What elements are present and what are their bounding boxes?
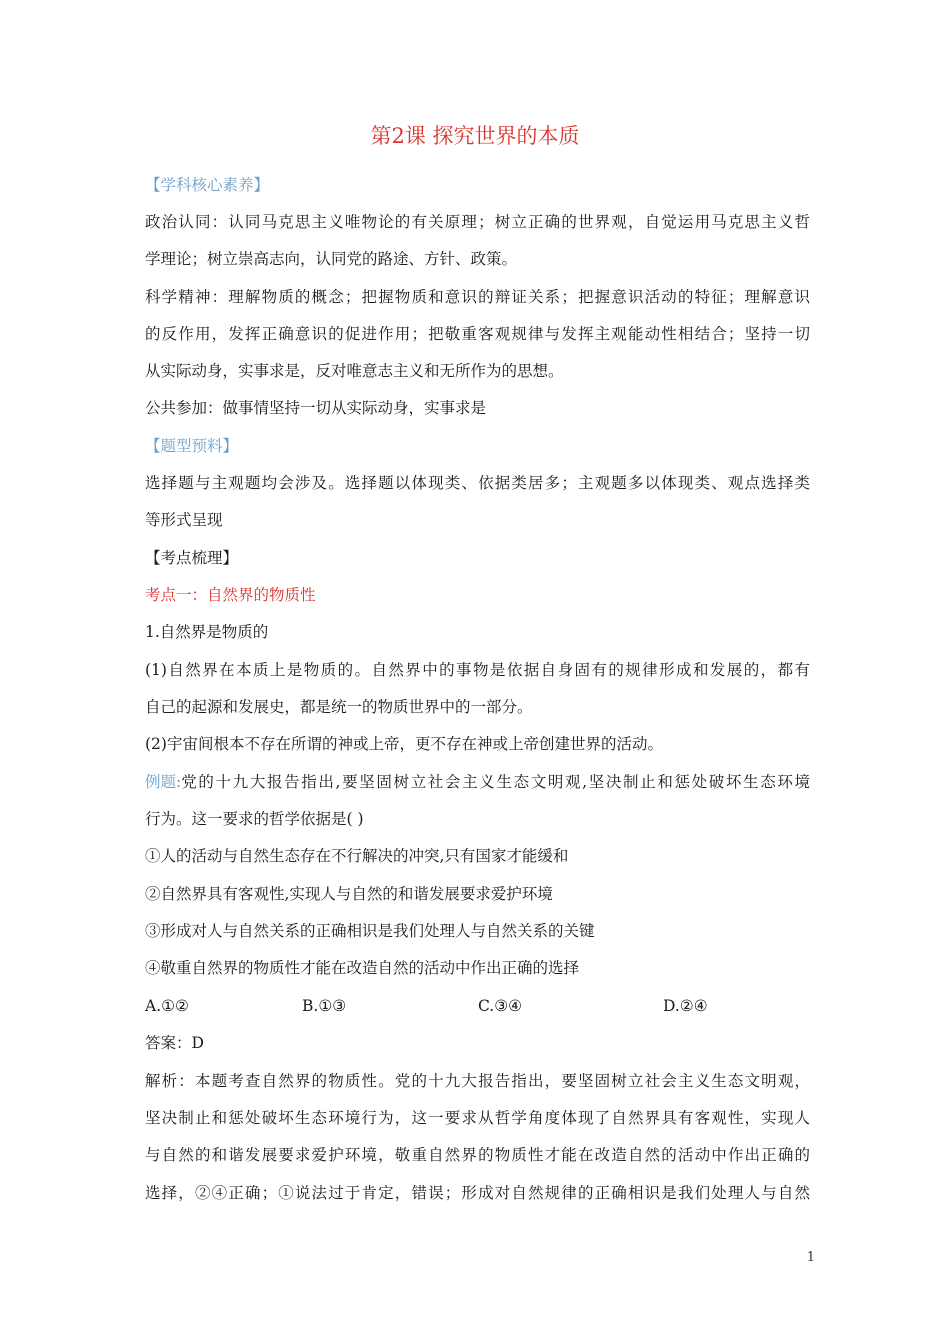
example-question-line-1 <box>145 771 810 793</box>
option-d: D.②④ <box>663 997 708 1015</box>
kaodian-heading: 考点一：自然界的物质性 <box>145 586 316 604</box>
core-line-2: 学理论；树立崇高志向，认同党的路途、方针、政策。 <box>145 250 518 268</box>
analysis-line-4: 选择，②④正确；①说法过于肯定，错误；形成对自然规律的正确相识是我们处理人与自然 <box>145 1184 810 1202</box>
page-number: 1 <box>806 1250 815 1265</box>
section-preview-heading: 【题型预料】 <box>145 437 239 455</box>
analysis-line-1: 解析：本题考查自然界的物质性。党的十九大报告指出，要坚固树立社会主义生态文明观， <box>145 1072 810 1090</box>
example-options <box>145 995 810 1017</box>
example-question-text: 党的十九大报告指出,要坚固树立社会主义生态文明观,坚决制止和惩处破坏生态环境 <box>181 773 810 791</box>
section-core-heading: 【学科核心素养】 <box>145 176 270 194</box>
kaodian-point-2a: (1)自然界在本质上是物质的。自然界中的事物是依据自身固有的规律形成和发展的，都有 <box>145 661 810 679</box>
option-a: A.①② <box>145 997 189 1015</box>
example-question-line-2: 行为。这一要求的哲学依据是( ) <box>145 810 364 828</box>
core-line-5: 从实际动身，实事求是，反对唯意志主义和无所作为的思想。 <box>145 362 564 380</box>
kaodian-point-3: (2)宇宙间根本不存在所谓的神或上帝，更不存在神或上帝创建世界的活动。 <box>145 735 663 753</box>
core-line-6: 公共参加：做事情坚持一切从实际动身，实事求是 <box>145 399 487 417</box>
section-review-heading: 【考点梳理】 <box>145 549 239 567</box>
core-line-1: 政治认同：认同马克思主义唯物论的有关原理；树立正确的世界观，自觉运用马克思主义哲 <box>145 213 810 231</box>
core-line-4: 的反作用，发挥正确意识的促进作用；把敬重客观规律与发挥主观能动性相结合；坚持一切 <box>145 325 810 343</box>
example-statement-4: ④敬重自然界的物质性才能在改造自然的活动中作出正确的选择 <box>145 959 580 977</box>
preview-line-2: 等形式呈现 <box>145 511 223 529</box>
example-statement-1: ①人的活动与自然生态存在不行解决的冲突,只有国家才能缓和 <box>145 847 569 865</box>
core-line-3: 科学精神：理解物质的概念；把握物质和意识的辩证关系；把握意识活动的特征；理解意识 <box>145 288 810 306</box>
preview-line-1: 选择题与主观题均会涉及。选择题以体现类、依据类居多；主观题多以体现类、观点选择类 <box>145 474 810 492</box>
analysis-line-2: 坚决制止和惩处破坏生态环境行为，这一要求从哲学角度体现了自然界具有客观性，实现人 <box>145 1109 810 1127</box>
page-title: 第2课 探究世界的本质 <box>370 124 580 148</box>
example-statement-2: ②自然界具有客观性,实现人与自然的和谐发展要求爱护环境 <box>145 885 553 903</box>
kaodian-point-1: 1.自然界是物质的 <box>145 623 269 641</box>
option-c: C.③④ <box>478 997 523 1015</box>
analysis-line-3: 与自然的和谐发展要求爱护环境，敬重自然界的物质性才能在改造自然的活动中作出正确的 <box>145 1146 810 1164</box>
option-b: B.①③ <box>302 997 347 1015</box>
kaodian-point-2b: 自己的起源和发展史，都是统一的物质世界中的一部分。 <box>145 698 533 716</box>
example-answer: 答案：D <box>145 1034 204 1052</box>
example-label: 例题: <box>145 773 182 791</box>
example-statement-3: ③形成对人与自然关系的正确相识是我们处理人与自然关系的关键 <box>145 922 595 940</box>
